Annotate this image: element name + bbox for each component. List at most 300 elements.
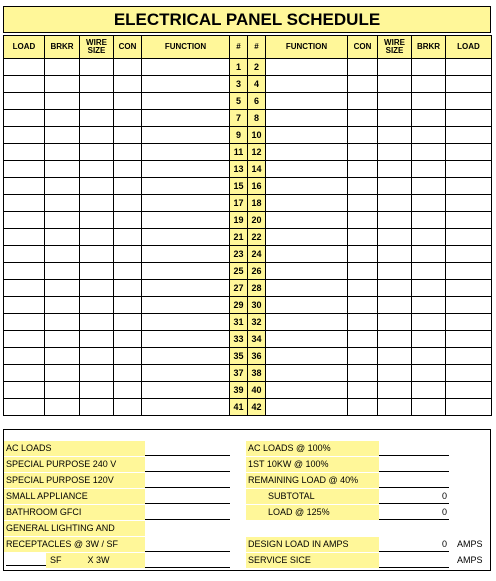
circuit-number-right: 42 [248,399,266,416]
cell-con-right[interactable] [348,399,378,416]
cell-load-left[interactable] [4,399,45,416]
cell-function-right[interactable] [266,382,348,399]
cell-load-right[interactable] [446,263,492,280]
cell-con-left[interactable] [114,246,142,263]
cell-breaker-right[interactable] [412,365,446,382]
cell-load-left[interactable] [4,229,45,246]
cell-load-right[interactable] [446,314,492,331]
cell-function-left[interactable] [142,212,230,229]
cell-con-left[interactable] [114,178,142,195]
cell-function-right[interactable] [266,212,348,229]
input-special-purpose-240[interactable] [145,457,230,472]
cell-load-left[interactable] [4,331,45,348]
design-load-underline [379,537,449,552]
cell-load-right[interactable] [446,59,492,76]
cell-load-left[interactable] [4,76,45,93]
label-first-10kw: 1ST 10KW @ 100% [246,457,379,472]
cell-con-left[interactable] [114,144,142,161]
cell-wire-size-right[interactable] [378,161,412,178]
cell-con-left[interactable] [114,382,142,399]
cell-con-right[interactable] [348,195,378,212]
load-125-underline [379,505,449,520]
table-row [4,280,492,297]
cell-load-left[interactable] [4,382,45,399]
cell-breaker-right[interactable] [412,399,446,416]
cell-load-left[interactable] [4,246,45,263]
circuit-number-left: 27 [230,280,248,297]
cell-function-left[interactable] [142,246,230,263]
cell-breaker-left[interactable] [45,331,80,348]
cell-load-right[interactable] [446,331,492,348]
cell-load-right[interactable] [446,297,492,314]
cell-load-right[interactable] [446,93,492,110]
circuit-number-right: 16 [248,178,266,195]
circuit-number-left: 5 [230,93,248,110]
cell-con-right[interactable] [348,229,378,246]
circuit-number-left: 23 [230,246,248,263]
cell-function-right[interactable] [266,365,348,382]
circuit-number-right: 2 [248,59,266,76]
cell-con-right[interactable] [348,127,378,144]
subtotal-underline [379,489,449,504]
cell-breaker-right[interactable] [412,348,446,365]
label-load-125: LOAD @ 125% [246,505,379,520]
cell-breaker-left[interactable] [45,297,80,314]
cell-breaker-right[interactable] [412,212,446,229]
cell-breaker-left[interactable] [45,110,80,127]
cell-function-right[interactable] [266,144,348,161]
cell-load-left[interactable] [4,365,45,382]
header-wire-size-right: WIRE SIZE [378,36,412,59]
cell-function-right[interactable] [266,331,348,348]
cell-con-left[interactable] [114,161,142,178]
cell-wire-size-left[interactable] [80,399,114,416]
cell-function-right[interactable] [266,127,348,144]
cell-wire-size-right[interactable] [378,76,412,93]
cell-load-right[interactable] [446,365,492,382]
table-row [4,365,492,382]
cell-wire-size-left[interactable] [80,348,114,365]
cell-load-right[interactable] [446,178,492,195]
cell-load-left[interactable] [4,127,45,144]
cell-load-left[interactable] [4,280,45,297]
cell-con-right[interactable] [348,365,378,382]
cell-function-left[interactable] [142,331,230,348]
input-ac-loads[interactable] [145,441,230,456]
circuit-number-left: 35 [230,348,248,365]
label-x3w: X 3W [87,555,110,565]
cell-load-right[interactable] [446,399,492,416]
cell-wire-size-left[interactable] [80,331,114,348]
cell-wire-size-left[interactable] [80,229,114,246]
label-receptacles: RECEPTACLES @ 3W / SF [4,537,145,552]
cell-function-left[interactable] [142,110,230,127]
circuit-number-left: 15 [230,178,248,195]
cell-con-left[interactable] [114,195,142,212]
cell-breaker-right[interactable] [412,195,446,212]
cell-wire-size-left[interactable] [80,280,114,297]
cell-load-right[interactable] [446,212,492,229]
input-ac-loads-100[interactable] [379,441,449,456]
cell-breaker-right[interactable] [412,93,446,110]
cell-wire-size-right[interactable] [378,382,412,399]
load-summary [3,429,491,571]
circuit-number-left: 25 [230,263,248,280]
cell-con-right[interactable] [348,59,378,76]
cell-breaker-left[interactable] [45,382,80,399]
cell-breaker-right[interactable] [412,178,446,195]
cell-wire-size-right[interactable] [378,93,412,110]
cell-load-left[interactable] [4,348,45,365]
cell-function-right[interactable] [266,280,348,297]
cell-load-right[interactable] [446,110,492,127]
header-breaker-right: BRKR [412,36,446,59]
cell-function-right[interactable] [266,195,348,212]
circuit-number-left: 37 [230,365,248,382]
circuit-number-right: 12 [248,144,266,161]
cell-wire-size-left[interactable] [80,314,114,331]
cell-wire-size-left[interactable] [80,178,114,195]
cell-con-right[interactable] [348,161,378,178]
cell-breaker-left[interactable] [45,178,80,195]
cell-function-left[interactable] [142,76,230,93]
cell-con-right[interactable] [348,212,378,229]
table-row [4,161,492,178]
cell-wire-size-right[interactable] [378,348,412,365]
cell-wire-size-right[interactable] [378,144,412,161]
cell-load-left[interactable] [4,178,45,195]
header-number-left: # [230,36,248,59]
cell-load-left[interactable] [4,110,45,127]
header-load-left: LOAD [4,36,45,59]
label-subtotal: SUBTOTAL [246,489,379,504]
cell-wire-size-left[interactable] [80,110,114,127]
cell-breaker-left[interactable] [45,195,80,212]
cell-wire-size-right[interactable] [378,263,412,280]
subtotal-value: 0 [441,491,447,501]
amps-unit-service: AMPS [457,555,483,565]
cell-load-right[interactable] [446,348,492,365]
cell-breaker-right[interactable] [412,59,446,76]
table-row [4,59,492,76]
cell-function-right[interactable] [266,93,348,110]
cell-breaker-right[interactable] [412,127,446,144]
cell-wire-size-left[interactable] [80,76,114,93]
cell-wire-size-right[interactable] [378,59,412,76]
cell-breaker-right[interactable] [412,76,446,93]
table-row [4,246,492,263]
circuit-number-left: 31 [230,314,248,331]
table-row [4,76,492,93]
input-first-10kw[interactable] [379,457,449,472]
cell-con-left[interactable] [114,399,142,416]
circuit-number-right: 22 [248,229,266,246]
circuit-number-right: 4 [248,76,266,93]
cell-wire-size-left[interactable] [80,212,114,229]
cell-breaker-left[interactable] [45,229,80,246]
cell-con-right[interactable] [348,76,378,93]
input-small-appliance[interactable] [145,489,230,504]
header-con-left: CON [114,36,142,59]
circuit-number-right: 30 [248,297,266,314]
cell-breaker-left[interactable] [45,246,80,263]
cell-wire-size-left[interactable] [80,246,114,263]
table-row [4,93,492,110]
cell-breaker-left[interactable] [45,348,80,365]
label-sf-x3w [46,553,145,568]
cell-breaker-left[interactable] [45,263,80,280]
cell-breaker-left[interactable] [45,144,80,161]
cell-function-right[interactable] [266,399,348,416]
cell-function-right[interactable] [266,246,348,263]
cell-function-left[interactable] [142,144,230,161]
table-row [4,229,492,246]
circuit-number-right: 36 [248,348,266,365]
input-receptacle-total[interactable] [145,553,230,568]
table-row [4,314,492,331]
circuit-number-left: 17 [230,195,248,212]
cell-load-left[interactable] [4,195,45,212]
cell-function-left[interactable] [142,297,230,314]
cell-wire-size-left[interactable] [80,127,114,144]
label-small-appliance: SMALL APPLIANCE [4,489,145,504]
cell-wire-size-right[interactable] [378,229,412,246]
header-wire-size-left: WIRE SIZE [80,36,114,59]
circuit-number-right: 34 [248,331,266,348]
cell-load-left[interactable] [4,161,45,178]
circuit-number-right: 24 [248,246,266,263]
cell-load-right[interactable] [446,144,492,161]
page-title: ELECTRICAL PANEL SCHEDULE [3,6,491,33]
cell-breaker-right[interactable] [412,229,446,246]
input-special-purpose-120[interactable] [145,473,230,488]
cell-wire-size-left[interactable] [80,365,114,382]
cell-con-right[interactable] [348,110,378,127]
cell-wire-size-right[interactable] [378,314,412,331]
cell-wire-size-right[interactable] [378,331,412,348]
cell-function-right[interactable] [266,314,348,331]
table-row [4,263,492,280]
circuit-number-right: 10 [248,127,266,144]
circuit-number-right: 26 [248,263,266,280]
cell-breaker-right[interactable] [412,161,446,178]
cell-load-right[interactable] [446,195,492,212]
cell-function-right[interactable] [266,263,348,280]
cell-breaker-right[interactable] [412,314,446,331]
cell-load-left[interactable] [4,297,45,314]
label-ac-loads-100: AC LOADS @ 100% [246,441,379,456]
circuit-number-left: 41 [230,399,248,416]
circuit-number-left: 19 [230,212,248,229]
load-125-value: 0 [441,507,447,517]
cell-con-right[interactable] [348,263,378,280]
cell-wire-size-left[interactable] [80,195,114,212]
cell-con-right[interactable] [348,331,378,348]
cell-breaker-right[interactable] [412,246,446,263]
cell-function-left[interactable] [142,93,230,110]
table-row [4,127,492,144]
circuit-number-left: 9 [230,127,248,144]
cell-con-left[interactable] [114,229,142,246]
cell-con-left[interactable] [114,110,142,127]
cell-con-right[interactable] [348,382,378,399]
cell-wire-size-left[interactable] [80,161,114,178]
cell-breaker-right[interactable] [412,263,446,280]
cell-con-left[interactable] [114,365,142,382]
circuit-table [3,35,492,416]
cell-breaker-left[interactable] [45,399,80,416]
cell-breaker-left[interactable] [45,161,80,178]
cell-wire-size-right[interactable] [378,365,412,382]
table-row [4,212,492,229]
circuit-number-left: 11 [230,144,248,161]
design-load-value: 0 [441,539,447,549]
cell-function-left[interactable] [142,399,230,416]
cell-function-left[interactable] [142,59,230,76]
cell-con-left[interactable] [114,314,142,331]
circuit-number-right: 20 [248,212,266,229]
cell-breaker-right[interactable] [412,297,446,314]
cell-wire-size-right[interactable] [378,195,412,212]
label-remaining-load-40: REMAINING LOAD @ 40% [246,473,379,488]
cell-breaker-right[interactable] [412,382,446,399]
circuit-number-right: 6 [248,93,266,110]
table-row [4,297,492,314]
cell-wire-size-left[interactable] [80,93,114,110]
cell-breaker-left[interactable] [45,212,80,229]
cell-con-left[interactable] [114,59,142,76]
cell-function-right[interactable] [266,110,348,127]
cell-function-right[interactable] [266,297,348,314]
input-square-feet[interactable] [6,551,46,566]
cell-wire-size-right[interactable] [378,297,412,314]
cell-load-right[interactable] [446,382,492,399]
cell-function-left[interactable] [142,127,230,144]
cell-con-right[interactable] [348,280,378,297]
label-design-load-amps: DESIGN LOAD IN AMPS [246,537,379,552]
cell-load-left[interactable] [4,263,45,280]
cell-load-right[interactable] [446,280,492,297]
cell-wire-size-right[interactable] [378,178,412,195]
label-service-size: SERVICE SICE [246,553,379,568]
input-bathroom-gfci[interactable] [145,505,230,520]
cell-load-right[interactable] [446,246,492,263]
cell-con-right[interactable] [348,348,378,365]
cell-breaker-left[interactable] [45,365,80,382]
cell-wire-size-left[interactable] [80,263,114,280]
cell-breaker-left[interactable] [45,314,80,331]
cell-con-left[interactable] [114,331,142,348]
cell-con-left[interactable] [114,280,142,297]
cell-breaker-right[interactable] [412,280,446,297]
cell-con-right[interactable] [348,297,378,314]
table-row [4,178,492,195]
cell-wire-size-left[interactable] [80,144,114,161]
cell-function-left[interactable] [142,263,230,280]
cell-function-left[interactable] [142,314,230,331]
input-service-size[interactable] [379,553,449,568]
circuit-number-right: 38 [248,365,266,382]
cell-function-left[interactable] [142,365,230,382]
circuit-number-right: 32 [248,314,266,331]
cell-function-left[interactable] [142,195,230,212]
label-bathroom-gfci: BATHROOM GFCI [4,505,145,520]
cell-load-left[interactable] [4,59,45,76]
cell-function-left[interactable] [142,229,230,246]
cell-load-left[interactable] [4,144,45,161]
cell-con-right[interactable] [348,144,378,161]
cell-con-left[interactable] [114,297,142,314]
cell-con-right[interactable] [348,314,378,331]
cell-breaker-right[interactable] [412,110,446,127]
cell-wire-size-right[interactable] [378,127,412,144]
cell-breaker-right[interactable] [412,331,446,348]
cell-breaker-left[interactable] [45,59,80,76]
cell-wire-size-left[interactable] [80,382,114,399]
cell-load-right[interactable] [446,127,492,144]
cell-function-right[interactable] [266,59,348,76]
cell-wire-size-right[interactable] [378,212,412,229]
circuit-number-left: 7 [230,110,248,127]
cell-con-left[interactable] [114,93,142,110]
cell-load-right[interactable] [446,76,492,93]
header-number-right: # [248,36,266,59]
cell-breaker-left[interactable] [45,76,80,93]
cell-function-right[interactable] [266,348,348,365]
cell-load-left[interactable] [4,93,45,110]
cell-wire-size-right[interactable] [378,110,412,127]
cell-wire-size-right[interactable] [378,246,412,263]
header-function-right: FUNCTION [266,36,348,59]
cell-con-left[interactable] [114,127,142,144]
cell-wire-size-right[interactable] [378,399,412,416]
cell-con-right[interactable] [348,178,378,195]
input-receptacles[interactable] [145,537,230,552]
cell-load-right[interactable] [446,161,492,178]
header-breaker-left: BRKR [45,36,80,59]
cell-con-left[interactable] [114,263,142,280]
cell-con-right[interactable] [348,93,378,110]
cell-con-right[interactable] [348,246,378,263]
cell-wire-size-left[interactable] [80,59,114,76]
cell-con-left[interactable] [114,76,142,93]
cell-breaker-left[interactable] [45,93,80,110]
cell-function-right[interactable] [266,229,348,246]
cell-function-left[interactable] [142,280,230,297]
label-general-lighting: GENERAL LIGHTING AND [4,521,145,536]
circuit-number-right: 8 [248,110,266,127]
cell-function-right[interactable] [266,161,348,178]
input-remaining-load-40[interactable] [379,473,449,488]
cell-load-left[interactable] [4,212,45,229]
cell-breaker-left[interactable] [45,127,80,144]
cell-load-right[interactable] [446,229,492,246]
cell-function-right[interactable] [266,178,348,195]
cell-breaker-right[interactable] [412,144,446,161]
cell-con-left[interactable] [114,212,142,229]
circuit-number-left: 33 [230,331,248,348]
cell-function-left[interactable] [142,178,230,195]
cell-function-right[interactable] [266,76,348,93]
cell-function-left[interactable] [142,161,230,178]
cell-breaker-left[interactable] [45,280,80,297]
cell-wire-size-left[interactable] [80,297,114,314]
cell-wire-size-right[interactable] [378,280,412,297]
cell-function-left[interactable] [142,382,230,399]
cell-function-left[interactable] [142,348,230,365]
cell-con-left[interactable] [114,348,142,365]
cell-load-left[interactable] [4,314,45,331]
